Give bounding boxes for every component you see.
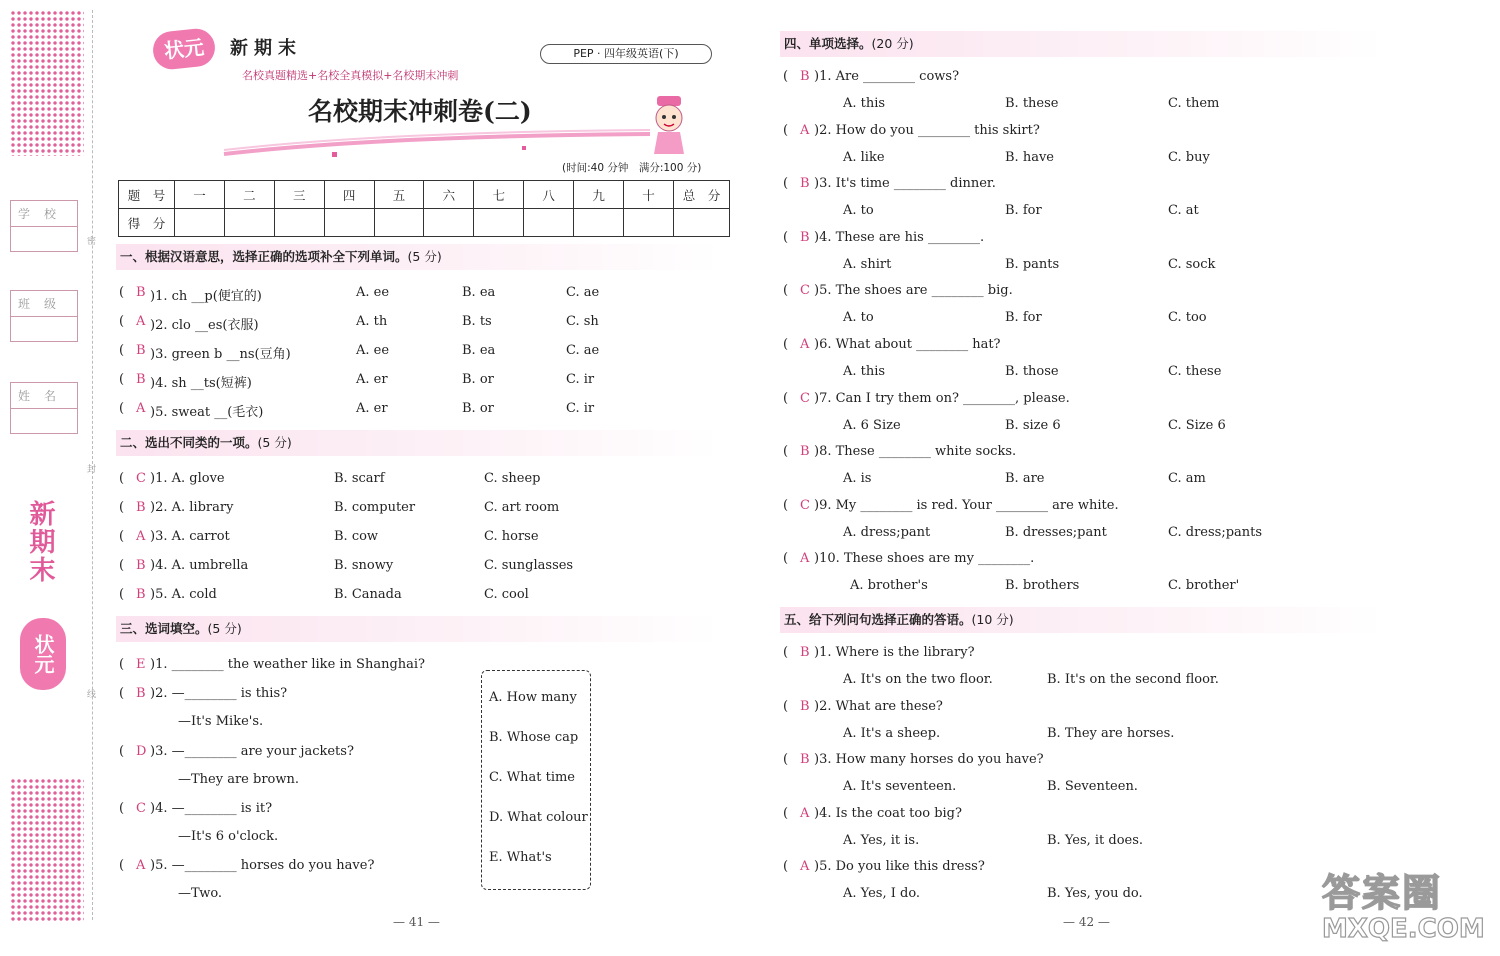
answer-mark: B — [136, 285, 146, 300]
answer-paren: ( — [119, 587, 125, 602]
option-c: C. cool — [484, 587, 529, 602]
time-info: (时间:40 分钟 满分:100 分) — [562, 162, 702, 174]
option-a: A. er — [356, 372, 388, 387]
option-a: A. er — [356, 401, 388, 416]
question-text: )2. A. library — [150, 500, 234, 515]
series-title: 新期末 — [230, 38, 302, 59]
answer-paren: ( — [119, 343, 125, 358]
answer-mark: A — [800, 122, 810, 138]
score-cell[interactable] — [324, 209, 374, 237]
answer-paren: ( — [119, 858, 125, 873]
answer-mark: B — [800, 444, 810, 460]
answer-paren: ( — [119, 372, 125, 387]
top-dot-pattern — [10, 10, 84, 156]
question-text: )1. A. glove — [150, 471, 225, 486]
answer-paren: ( — [119, 686, 125, 701]
option-b: B. ea — [462, 285, 496, 300]
option-b: B. brothers — [1005, 578, 1080, 594]
answer-mark: B — [136, 372, 146, 387]
option-c: C. them — [1168, 96, 1220, 111]
score-header-cell: 二 — [224, 181, 274, 209]
option-c: C. sunglasses — [484, 558, 574, 573]
question-text: )3. How many horses do you have? — [814, 752, 1044, 768]
fold-mark-1: 密 — [87, 237, 97, 247]
answer-paren: ( — [783, 390, 789, 406]
score-header-cell: 十 — [624, 181, 674, 209]
answer-paren: ( — [783, 122, 789, 138]
answer-paren: ( — [783, 176, 789, 192]
score-row-label: 得 分 — [119, 209, 175, 237]
reply-text: —They are brown. — [178, 772, 299, 787]
option-a: A. ee — [356, 343, 390, 358]
answer-paren: ( — [119, 285, 125, 300]
score-cell[interactable] — [175, 209, 225, 237]
option-c: C. horse — [484, 529, 539, 544]
question-text: )2. —________ is this? — [150, 686, 288, 701]
answer-mark: C — [136, 471, 146, 486]
option-c: C. too — [1168, 310, 1207, 326]
option-a: A. this — [843, 96, 886, 111]
word-box-item: D. What colour — [489, 810, 588, 825]
answer-mark: B — [136, 686, 146, 701]
option-b: B. scarf — [334, 471, 385, 486]
answer-mark: A — [136, 314, 146, 329]
option-c: C. ir — [566, 401, 595, 416]
section5-points: (10 分) — [971, 612, 1014, 627]
option-a: A. to — [843, 203, 874, 219]
answer-paren: ( — [783, 752, 789, 768]
answer-mark: E — [136, 657, 146, 672]
grade-badge: PEP · 四年级英语(下) — [540, 44, 712, 64]
answer-paren: ( — [783, 444, 789, 460]
option-c: C. art room — [484, 500, 560, 515]
word-box-item: A. How many — [489, 690, 577, 705]
question-text: )3. —________ are your jackets? — [150, 744, 354, 759]
answer-paren: ( — [119, 500, 125, 515]
score-header-cell: 八 — [524, 181, 574, 209]
option-a: A. It's on the two floor. — [843, 672, 993, 687]
question-text: )1. ________ the weather like in Shanghai? — [150, 657, 426, 672]
reply-text: —Two. — [178, 886, 223, 901]
answer-mark: B — [800, 645, 810, 660]
option-c: C. am — [1168, 471, 1206, 487]
question-text: )4. Is the coat too big? — [814, 805, 962, 821]
score-cell[interactable] — [674, 209, 730, 237]
answer-mark: B — [800, 698, 810, 714]
vertical-series-title: 新期末 — [25, 500, 55, 584]
answer-paren: ( — [783, 337, 789, 352]
option-c: C. at — [1168, 203, 1199, 219]
option-c: C. sock — [1168, 256, 1216, 272]
name-field[interactable] — [10, 382, 78, 434]
option-c: C. these — [1168, 364, 1222, 379]
word-box-item: C. What time — [489, 770, 575, 785]
option-a: A. th — [356, 314, 388, 329]
answer-mark: B — [136, 587, 146, 602]
option-a: A. It's a sheep. — [843, 725, 941, 741]
logo-badge: 状元 — [151, 27, 217, 71]
score-header-cell: 总 分 — [674, 181, 730, 209]
reply-text: —It's 6 o'clock. — [178, 829, 279, 844]
option-b: B. They are horses. — [1047, 725, 1175, 741]
answer-paren: ( — [119, 744, 125, 759]
answer-mark: A — [136, 401, 146, 416]
question-text: )5. —________ horses do you have? — [150, 858, 375, 873]
option-b: B. dresses;pant — [1005, 524, 1107, 540]
answer-mark: B — [800, 229, 810, 245]
section4-points: (20 分) — [871, 36, 914, 51]
answer-mark: C — [800, 497, 810, 513]
score-cell[interactable] — [224, 209, 274, 237]
question-text: )10. These shoes are my ________. — [814, 551, 1035, 567]
answer-paren: ( — [119, 314, 125, 329]
section1-title: 一、根据汉语意思，选择正确的选项补全下列单词。 — [120, 249, 408, 264]
option-b: B. It's on the second floor. — [1047, 672, 1219, 687]
section3-header — [116, 616, 720, 642]
answer-mark: A — [800, 805, 810, 821]
class-field[interactable] — [10, 290, 78, 342]
answer-paren: ( — [783, 551, 789, 567]
option-b: B. pants — [1005, 256, 1060, 272]
option-a: A. this — [843, 364, 886, 379]
option-b: B. ea — [462, 343, 496, 358]
option-b: B. snowy — [334, 558, 394, 573]
paper-title: 名校期末冲刺卷(二) — [308, 97, 532, 126]
option-c: C. ae — [566, 285, 600, 300]
section1-points: (5 分) — [407, 249, 442, 264]
option-a: A. Yes, it is. — [843, 832, 920, 848]
page-number-left: — 41 — — [393, 915, 440, 929]
answer-paren: ( — [783, 229, 789, 245]
answer-mark: A — [800, 337, 810, 352]
score-cell[interactable] — [474, 209, 524, 237]
question-text: )1. ch __p(便宜的) — [150, 289, 262, 304]
option-c: C. dress;pants — [1168, 524, 1263, 540]
school-field[interactable] — [10, 200, 78, 252]
score-header-cell: 七 — [474, 181, 524, 209]
answer-paren: ( — [783, 645, 789, 660]
option-b: B. Yes, you do. — [1047, 886, 1143, 902]
bottom-dot-pattern — [10, 778, 84, 922]
section4-header — [780, 31, 1384, 57]
question-text: )1. Are ________ cows? — [814, 69, 960, 84]
answer-mark: C — [800, 390, 810, 406]
option-b: B. for — [1005, 310, 1042, 326]
option-b: B. these — [1005, 96, 1059, 111]
option-b: B. for — [1005, 203, 1042, 219]
option-a: A. is — [843, 471, 872, 487]
answer-mark: A — [800, 551, 810, 567]
option-c: C. buy — [1168, 149, 1210, 165]
answer-paren: ( — [119, 801, 125, 816]
option-b: B. or — [462, 372, 494, 387]
score-header-cell: 六 — [424, 181, 474, 209]
answer-paren: ( — [783, 698, 789, 714]
option-c: C. brother' — [1168, 578, 1240, 594]
answer-paren: ( — [783, 805, 789, 821]
score-header-cell: 五 — [374, 181, 424, 209]
question-text: )5. sweat __(毛衣) — [150, 405, 264, 420]
section2-header — [116, 430, 720, 456]
answer-paren: ( — [119, 529, 125, 544]
option-c: C. Size 6 — [1168, 417, 1226, 433]
option-b: B. cow — [334, 529, 379, 544]
option-b: B. ts — [462, 314, 492, 329]
score-cell[interactable] — [274, 209, 324, 237]
score-header-cell: 一 — [175, 181, 225, 209]
question-text: )2. clo __es(衣服) — [150, 318, 259, 333]
fold-mark-2: 封 — [87, 465, 97, 475]
option-c: C. ir — [566, 372, 595, 387]
name-label: 姓名 — [11, 383, 77, 409]
word-box-item: B. Whose cap — [489, 730, 579, 745]
page-number-right: — 42 — — [1063, 915, 1110, 929]
option-a: A. like — [843, 149, 885, 165]
section3-title: 三、选词填空。 — [120, 621, 208, 636]
option-b: B. are — [1005, 471, 1045, 487]
section5-header — [780, 607, 1384, 633]
subtitle: 名校真题精选+名校全真模拟+名校期末冲刺 — [242, 69, 459, 82]
option-a: A. to — [843, 310, 874, 326]
score-header-cell: 九 — [574, 181, 624, 209]
reply-text: —It's Mike's. — [178, 714, 264, 729]
score-header-cell: 题 号 — [119, 181, 175, 209]
question-text: )1. Where is the library? — [814, 645, 975, 660]
section4-title: 四、单项选择。 — [784, 36, 872, 51]
question-text: )9. My ________ is red. Your ________ are white. — [814, 497, 1119, 513]
option-a: A. brother's — [850, 578, 928, 594]
question-text: )2. How do you ________ this skirt? — [814, 122, 1040, 138]
score-cell[interactable] — [524, 209, 574, 237]
answer-mark: A — [136, 858, 146, 873]
score-cell[interactable] — [424, 209, 474, 237]
score-header-cell: 三 — [274, 181, 324, 209]
question-text: )5. A. cold — [150, 587, 217, 602]
option-a: A. It's seventeen. — [843, 779, 957, 795]
option-b: B. computer — [334, 500, 416, 515]
option-a: A. dress;pant — [843, 524, 931, 540]
answer-mark: B — [800, 752, 810, 768]
score-table — [118, 180, 730, 237]
question-text: )5. Do you like this dress? — [814, 859, 985, 875]
title-swoosh — [222, 120, 652, 160]
section2-points: (5 分) — [257, 435, 292, 450]
question-text: )3. A. carrot — [150, 529, 230, 544]
answer-mark: B — [800, 69, 810, 84]
vertical-logo: 状元 — [20, 618, 66, 690]
answer-mark: B — [136, 343, 146, 358]
answer-paren: ( — [783, 283, 789, 299]
answer-mark: A — [136, 529, 146, 544]
mascot-icon — [644, 94, 694, 158]
score-table-header-row — [119, 181, 730, 209]
option-b: B. have — [1005, 149, 1054, 165]
word-box-item: E. What's — [489, 850, 552, 865]
answer-paren: ( — [783, 859, 789, 875]
class-label: 班级 — [11, 291, 77, 317]
question-text: )7. Can I try them on? ________, please. — [814, 390, 1070, 406]
answer-mark: C — [136, 801, 146, 816]
option-c: C. sheep — [484, 471, 541, 486]
option-a: A. shirt — [843, 256, 892, 272]
school-label: 学校 — [11, 201, 77, 227]
question-text: )2. What are these? — [814, 698, 943, 714]
score-cell[interactable] — [374, 209, 424, 237]
watermark-line1: 答案圈 — [1322, 871, 1443, 915]
answer-mark: D — [136, 744, 147, 759]
fold-mark-3: 线 — [87, 690, 97, 700]
section1-header — [116, 244, 720, 270]
option-b: B. Seventeen. — [1047, 779, 1138, 795]
question-text: )3. It's time ________ dinner. — [814, 176, 996, 192]
answer-paren: ( — [783, 69, 789, 84]
question-text: )6. What about ________ hat? — [814, 337, 1001, 352]
option-a: A. ee — [356, 285, 390, 300]
answer-paren: ( — [119, 401, 125, 416]
option-a: A. 6 Size — [843, 417, 901, 433]
answer-paren: ( — [119, 471, 125, 486]
score-header-cell: 四 — [324, 181, 374, 209]
option-c: C. ae — [566, 343, 600, 358]
question-text: )4. A. umbrella — [150, 558, 249, 573]
answer-paren: ( — [119, 657, 125, 672]
answer-paren: ( — [783, 497, 789, 513]
option-b: B. or — [462, 401, 494, 416]
answer-paren: ( — [119, 558, 125, 573]
option-b: B. Canada — [334, 587, 402, 602]
score-cell[interactable] — [624, 209, 674, 237]
question-text: )8. These ________ white socks. — [814, 444, 1017, 460]
answer-mark: B — [800, 176, 810, 192]
answer-mark: B — [136, 500, 146, 515]
section3-points: (5 分) — [207, 621, 242, 636]
option-b: B. size 6 — [1005, 417, 1061, 433]
section5-title: 五、给下列问句选择正确的答语。 — [784, 612, 972, 627]
watermark-line2: MXQE.COM — [1322, 914, 1485, 944]
answer-mark: C — [800, 283, 810, 299]
question-text: )3. green b __ns(豆角) — [150, 347, 291, 362]
question-text: )4. sh __ts(短裤) — [150, 376, 252, 391]
question-text: )4. —________ is it? — [150, 801, 273, 816]
score-cell[interactable] — [574, 209, 624, 237]
question-text: )5. The shoes are ________ big. — [814, 283, 1013, 299]
answer-mark: B — [136, 558, 146, 573]
option-c: C. sh — [566, 314, 599, 329]
option-b: B. Yes, it does. — [1047, 832, 1144, 848]
score-table-score-row — [119, 209, 730, 237]
answer-mark: A — [800, 859, 810, 875]
option-b: B. those — [1005, 364, 1059, 379]
question-text: )4. These are his ________. — [814, 229, 985, 245]
option-a: A. Yes, I do. — [843, 886, 921, 902]
section2-title: 二、选出不同类的一项。 — [120, 435, 258, 450]
